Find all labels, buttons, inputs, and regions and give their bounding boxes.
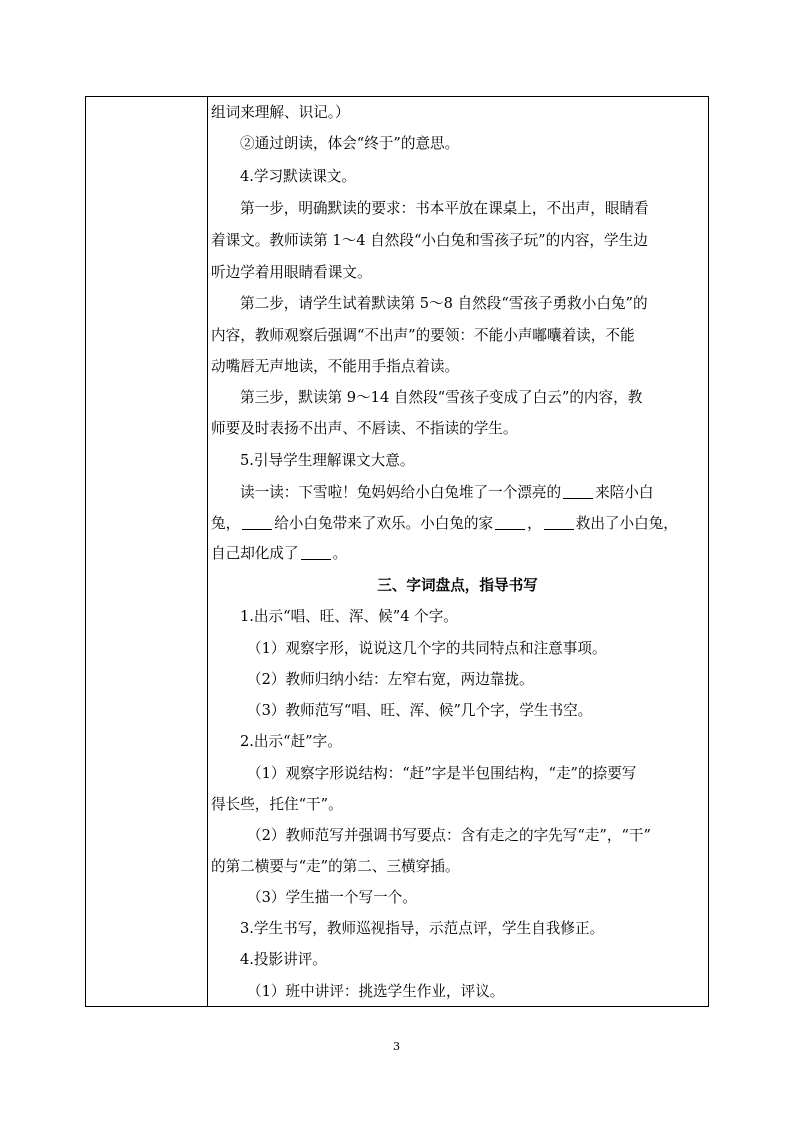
fill-blank-line-2: 兔， 给小白兔带来了欢乐。小白兔的家 ， 救出了小白兔，: [211, 515, 678, 532]
text-line: ②通过朗读，体会“终于”的意思。: [240, 135, 460, 152]
blank: [563, 484, 593, 499]
table-left-column: [86, 97, 208, 1006]
fill-blank-line-3: 自己却化成了 。: [211, 545, 348, 562]
text-line: （1）观察字形说结构：“赶”字是半包围结构，“走”的捺要写: [247, 765, 637, 782]
text-line: 1.出示“唱、旺、浑、候”4 个字。: [240, 608, 458, 625]
table-content-cell: [211, 97, 704, 1006]
blank: [301, 545, 331, 560]
text-line: 内容，教师观察后强调“不出声”的要领：不能小声嘟囔着读，不能: [211, 327, 635, 344]
text-line: 听边学着用眼睛看课文。: [211, 264, 372, 281]
page-number: 3: [393, 1040, 400, 1053]
fill-blank-line-1: 读一读：下雪啦！兔妈妈给小白兔堆了一个漂亮的 来陪小白: [240, 484, 654, 501]
text-line: 师要及时表扬不出声、不唇读、不指读的学生。: [211, 420, 518, 437]
text-line: 2.出示“赶”字。: [240, 733, 342, 750]
lesson-plan-table: [85, 96, 709, 1007]
text-line: 第二步，请学生试着默读第 5～8 自然段“雪孩子勇救小白兔”的: [240, 295, 648, 312]
text-line: （3）学生描一个写一个。: [247, 889, 417, 906]
text-line: 4.投影讲评。: [240, 951, 327, 968]
text-line: 4.学习默读课文。: [240, 168, 357, 185]
text-line: 的第二横要与“走”的第二、三横穿插。: [211, 858, 460, 875]
blank: [495, 515, 525, 530]
blank: [242, 515, 272, 530]
blank: [544, 515, 574, 530]
text-line: （1）班中讲评：挑选学生作业，评议。: [247, 983, 505, 1000]
text-line: 第一步，明确默读的要求：书本平放在课桌上，不出声，眼睛看: [240, 200, 649, 217]
text-line: （3）教师范写“唱、旺、浑、候”几个字，学生书空。: [247, 702, 593, 719]
text-line: 3.学生书写，教师巡视指导，示范点评，学生自我修正。: [240, 920, 605, 937]
text-line: 5.引导学生理解课文大意。: [240, 452, 415, 469]
text-line: 动嘴唇无声地读，不能用手指点着读。: [211, 358, 460, 375]
text-line: （1）观察字形，说说这几个字的共同特点和注意事项。: [247, 640, 607, 657]
text-line: 组词来理解、识记。）: [211, 104, 350, 121]
text-line: 第三步，默读第 9～14 自然段“雪孩子变成了白云”的内容，教: [240, 389, 643, 406]
text-line: 着课文。教师读第 1～4 自然段“小白兔和雪孩子玩”的内容，学生边: [211, 232, 648, 249]
text-line: （2）教师归纳小结：左窄右宽，两边靠拢。: [247, 671, 534, 688]
section-heading: 三、字词盘点，指导书写: [377, 577, 538, 594]
text-line: （2）教师范写并强调书写要点：含有走之的字先写“走”，“干”: [247, 827, 651, 844]
text-line: 得长些，托住“干”。: [211, 796, 343, 813]
